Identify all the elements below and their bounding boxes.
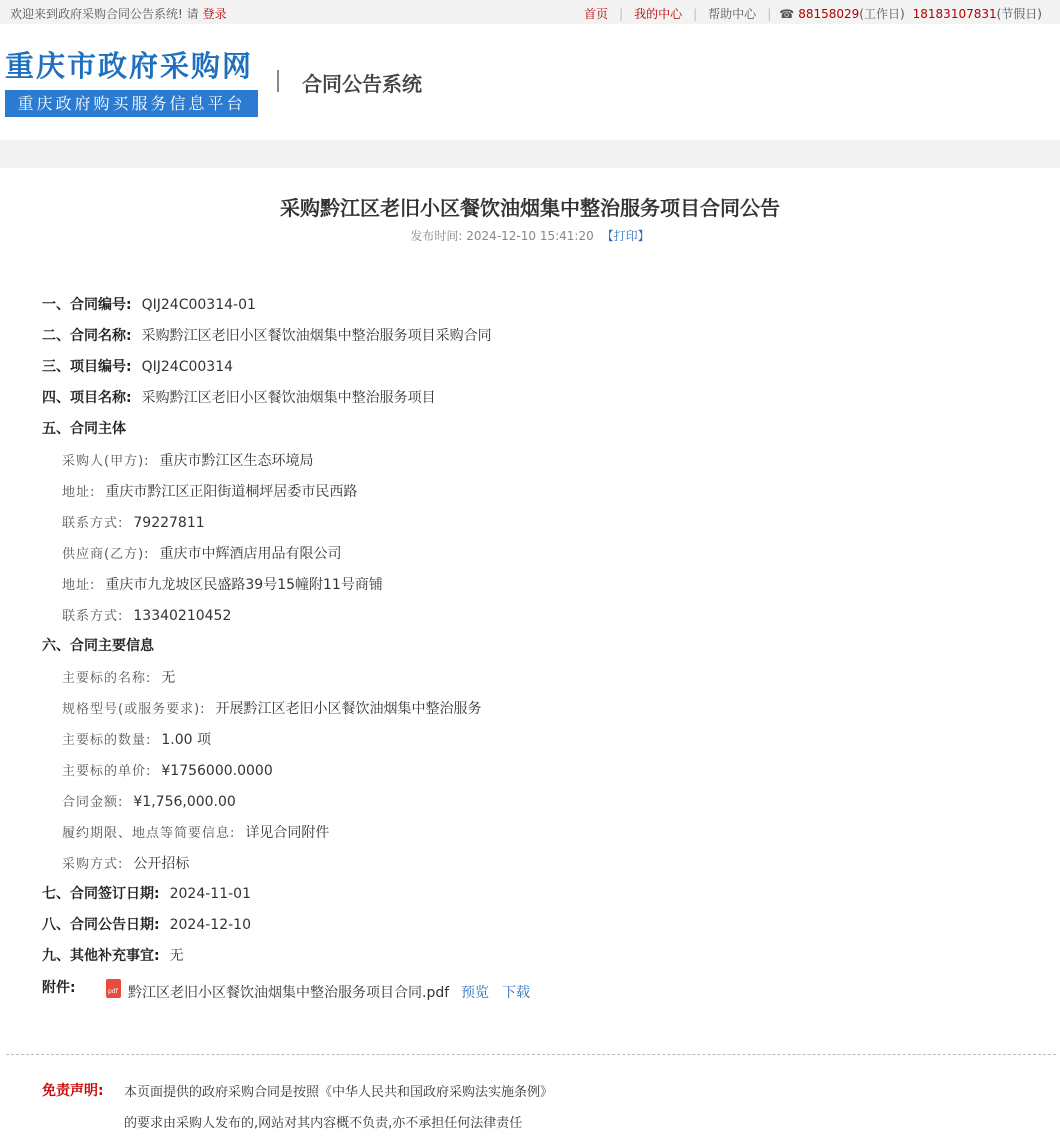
field-value: 详见合同附件	[245, 825, 330, 841]
field-label: 四、项目名称:	[42, 390, 132, 406]
field-buyer-contact	[62, 512, 205, 531]
publish-label: 发布时间:	[410, 229, 463, 243]
pdf-file-icon	[106, 979, 121, 998]
field-value: 无	[161, 670, 176, 686]
field-value: 13340210452	[133, 608, 232, 624]
field-unit-price	[62, 760, 273, 779]
attachment-file-name: 黔江区老旧小区餐饮油烟集中整治服务项目合同.pdf	[128, 985, 450, 1001]
field-spec	[62, 698, 482, 718]
field-amount	[62, 791, 236, 810]
field-label: 七、合同签订日期:	[42, 886, 160, 902]
field-value: ¥1,756,000.00	[133, 794, 236, 810]
nav-divider: |	[693, 6, 698, 21]
field-value: 重庆市中辉酒店用品有限公司	[159, 546, 342, 562]
field-label: 采购方式:	[62, 857, 124, 872]
field-label: 主要标的单价:	[62, 764, 152, 779]
top-bar	[0, 0, 1060, 24]
field-label: 联系方式:	[62, 516, 124, 531]
field-label: 九、其他补充事宜:	[42, 948, 160, 964]
field-subject-name	[62, 667, 175, 687]
field-supplier	[62, 543, 342, 563]
field-contract-name	[42, 325, 492, 345]
publish-info	[0, 227, 1060, 244]
field-value: 开展黔江区老旧小区餐饮油烟集中整治服务	[215, 701, 482, 717]
top-nav	[573, 5, 1042, 22]
field-label: 合同金额:	[62, 795, 124, 810]
hotline-holiday-number: 18183107831	[912, 6, 997, 21]
field-buyer-address	[62, 481, 357, 501]
field-value: 重庆市九龙坡区民盛路39号15幢附11号商铺	[105, 577, 383, 593]
nav-divider: |	[619, 6, 624, 21]
field-sign-date	[42, 883, 251, 903]
attachment-preview-link[interactable]: 预览	[461, 985, 489, 1001]
site-logo-title[interactable]: 重庆市政府采购网	[5, 49, 254, 83]
field-value: 79227811	[133, 515, 205, 531]
site-logo-subtitle: 重庆政府购买服务信息平台	[5, 90, 258, 117]
site-header	[0, 24, 1060, 140]
field-value: ¥1756000.0000	[161, 763, 273, 779]
field-quantity	[62, 729, 211, 749]
field-value: QIJ24C00314-01	[141, 297, 256, 313]
field-period	[62, 822, 329, 842]
field-project-no	[42, 356, 233, 376]
field-value: 重庆市黔江区生态环境局	[159, 453, 314, 469]
field-label: 地址:	[62, 485, 96, 500]
field-value: 公开招标	[133, 856, 190, 872]
system-title: 合同公告系统	[302, 72, 422, 96]
nav-my-center-link[interactable]: 我的中心	[634, 7, 683, 21]
field-label: 地址:	[62, 578, 96, 593]
section-heading: 六、合同主要信息	[42, 638, 154, 654]
field-buyer	[62, 450, 314, 470]
login-link[interactable]: 登录	[202, 7, 227, 21]
field-announce-date	[42, 914, 251, 934]
field-value: QIJ24C00314	[141, 359, 234, 375]
section-parties	[42, 418, 126, 438]
field-label: 三、项目编号:	[42, 359, 132, 375]
field-label: 履约期限、地点等简要信息:	[62, 826, 236, 841]
field-value: 1.00 项	[161, 732, 212, 748]
section-heading: 五、合同主体	[42, 421, 126, 437]
header-band	[0, 140, 1060, 168]
field-value: 2024-11-01	[169, 886, 251, 902]
field-value: 无	[169, 948, 184, 964]
page-title: 采购黔江区老旧小区餐饮油烟集中整治服务项目合同公告	[280, 196, 780, 220]
field-label: 一、合同编号:	[42, 297, 132, 313]
field-contract-no	[42, 294, 256, 314]
welcome-message: 欢迎来到政府采购合同公告系统! 请	[10, 7, 199, 21]
header-divider	[277, 70, 279, 92]
disclaimer-text-line-1: 本页面提供的政府采购合同是按照《中华人民共和国政府采购法实施条例》	[124, 1085, 554, 1100]
field-value: 采购黔江区老旧小区餐饮油烟集中整治服务项目采购合同	[141, 328, 492, 344]
field-label: 采购人(甲方):	[62, 454, 150, 469]
disclaimer-text-line-2: 的要求由采购人发布的,网站对其内容概不负责,亦不承担任何法律责任	[124, 1116, 523, 1131]
field-label: 主要标的数量:	[62, 733, 152, 748]
disclaimer-divider	[6, 1054, 1056, 1055]
phone-icon: ☎	[779, 6, 795, 21]
section-main-info	[42, 635, 154, 655]
attachment-download-link[interactable]: 下载	[502, 985, 530, 1001]
field-value: 重庆市黔江区正阳街道桐坪居委市民西路	[105, 484, 358, 500]
field-attachment	[42, 977, 76, 997]
field-method	[62, 853, 189, 873]
field-label: 主要标的名称:	[62, 671, 152, 686]
field-label: 供应商(乙方):	[62, 547, 150, 562]
field-supplier-contact	[62, 605, 231, 624]
field-label: 附件:	[42, 980, 76, 996]
field-value: 2024-12-10	[169, 917, 251, 933]
field-label: 联系方式:	[62, 609, 124, 624]
field-supplier-address	[62, 574, 383, 594]
field-label: 八、合同公告日期:	[42, 917, 160, 933]
nav-divider: |	[767, 6, 772, 21]
welcome-text	[10, 5, 227, 22]
disclaimer-label: 免责声明:	[42, 1083, 104, 1099]
field-value: 采购黔江区老旧小区餐饮油烟集中整治服务项目	[141, 390, 436, 406]
hotline-workday-tag: (工作日)	[859, 7, 905, 21]
field-label: 二、合同名称:	[42, 328, 132, 344]
nav-home-link[interactable]: 首页	[584, 7, 609, 21]
field-project-name	[42, 387, 436, 407]
hotline	[771, 5, 1042, 22]
field-label: 规格型号(或服务要求):	[62, 702, 206, 717]
publish-time: 2024-12-10 15:41:20	[466, 229, 594, 243]
hotline-workday-number: 88158029	[798, 6, 860, 21]
nav-help-center-link[interactable]: 帮助中心	[708, 7, 757, 21]
hotline-holiday-tag: (节假日)	[996, 7, 1042, 21]
field-other	[42, 945, 184, 965]
print-link[interactable]: 【打印】	[601, 229, 650, 243]
